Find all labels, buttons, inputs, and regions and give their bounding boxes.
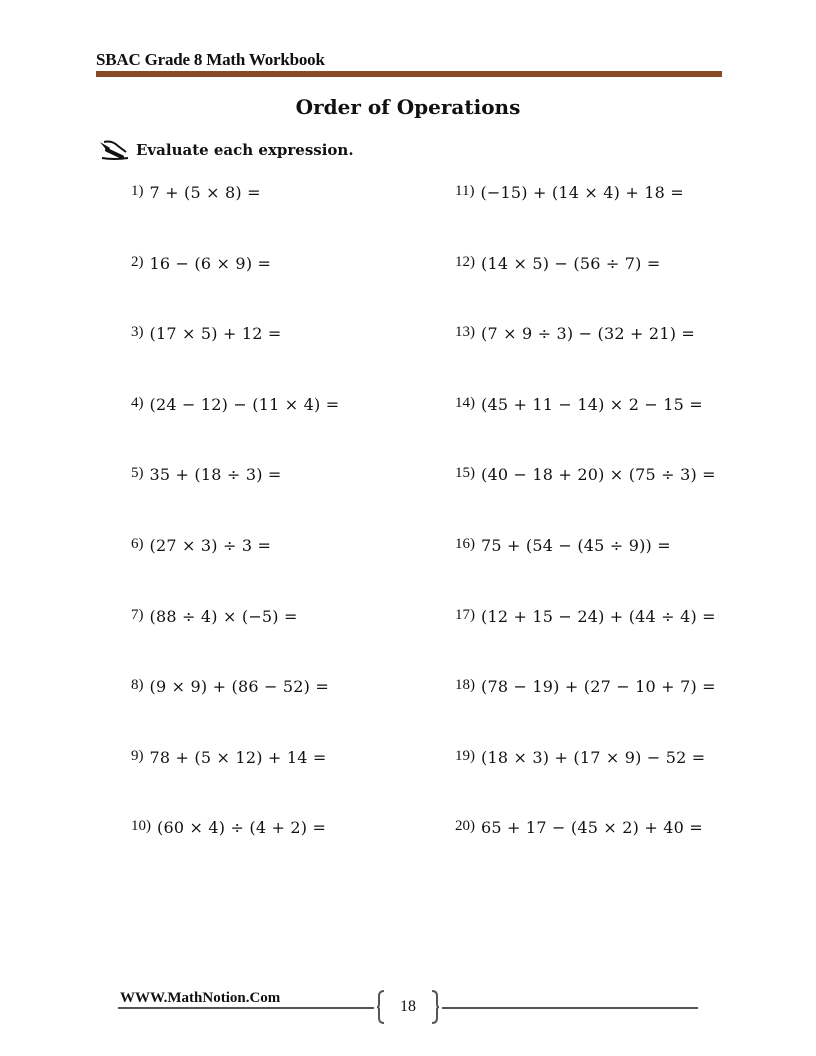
problem-15 — [455, 465, 716, 536]
problem-4 — [131, 395, 339, 466]
problem-16 — [455, 536, 716, 607]
workbook-title: SBAC Grade 8 Math Workbook — [96, 50, 325, 69]
problem-expression: (24 − 12) − (11 × 4) = — [149, 394, 340, 414]
header-rule — [96, 71, 722, 77]
problem-expression: 7 + (5 × 8) = — [149, 183, 261, 202]
problem-number: 11) — [455, 183, 475, 199]
problem-number: 9) — [131, 747, 144, 764]
problem-number: 17) — [455, 606, 475, 623]
problem-expression: (40 − 18 + 20) × (75 ÷ 3) = — [481, 465, 716, 485]
problem-number: 20) — [455, 818, 475, 835]
problem-5 — [131, 465, 339, 536]
problem-13 — [455, 324, 716, 395]
pencil-writing-icon — [98, 138, 130, 162]
right-brace-icon — [430, 990, 440, 1024]
problem-6 — [131, 536, 339, 607]
problem-number: 19) — [455, 747, 475, 764]
problem-2 — [131, 254, 339, 325]
problem-3 — [131, 324, 339, 395]
problem-7 — [131, 607, 339, 678]
problem-expression: (27 × 3) ÷ 3 = — [149, 535, 272, 555]
problem-expression: (14 × 5) − (56 ÷ 7) = — [481, 253, 661, 273]
problem-number: 13) — [455, 324, 475, 341]
footer-rule-right — [442, 1007, 698, 1009]
problem-number: 1) — [131, 183, 144, 199]
page-number: 18 — [400, 998, 416, 1015]
problem-expression: (88 ÷ 4) × (−5) = — [149, 606, 298, 626]
problem-9 — [131, 748, 339, 819]
problem-number: 15) — [455, 465, 475, 482]
problem-number: 6) — [131, 535, 144, 552]
problem-8 — [131, 677, 339, 748]
problem-expression: 65 + 17 − (45 × 2) + 40 = — [481, 818, 703, 838]
problem-number: 12) — [455, 253, 475, 270]
problem-number: 10) — [131, 818, 151, 835]
problems-right-column — [455, 183, 716, 889]
problem-number: 3) — [131, 324, 144, 341]
problem-expression: (17 × 5) + 12 = — [149, 324, 282, 344]
problem-number: 8) — [131, 677, 144, 694]
instruction — [98, 138, 354, 162]
problem-expression: 75 + (54 − (45 ÷ 9)) = — [481, 535, 671, 555]
page-title: Order of Operations — [295, 95, 521, 119]
problems-left-column — [131, 183, 339, 889]
problem-number: 14) — [455, 394, 475, 411]
footer-rule-left — [118, 1007, 374, 1009]
problem-expression: (−15) + (14 × 4) + 18 = — [480, 183, 684, 202]
problem-19 — [455, 748, 716, 819]
problem-10 — [131, 818, 339, 889]
problem-expression: (12 + 15 − 24) + (44 ÷ 4) = — [481, 606, 716, 626]
problem-number: 18) — [455, 677, 475, 694]
problem-number: 7) — [131, 606, 144, 623]
problem-20 — [455, 818, 716, 889]
problem-17 — [455, 607, 716, 678]
problem-number: 16) — [455, 535, 475, 552]
problem-expression: 35 + (18 ÷ 3) = — [149, 465, 282, 485]
problem-expression: (78 − 19) + (27 − 10 + 7) = — [481, 677, 716, 697]
problem-14 — [455, 395, 716, 466]
problem-expression: (9 × 9) + (86 − 52) = — [149, 677, 329, 697]
problem-number: 4) — [131, 394, 144, 411]
instruction-text: Evaluate each expression. — [136, 141, 354, 159]
problem-expression: (7 × 9 ÷ 3) − (32 + 21) = — [481, 324, 696, 344]
problem-expression: (45 + 11 − 14) × 2 − 15 = — [481, 394, 703, 414]
problem-1 — [131, 183, 339, 254]
problem-expression: (18 × 3) + (17 × 9) − 52 = — [481, 747, 706, 767]
problem-18 — [455, 677, 716, 748]
problem-number: 5) — [131, 465, 144, 482]
problem-number: 2) — [131, 253, 144, 270]
left-brace-icon — [376, 990, 386, 1024]
problem-11 — [455, 183, 716, 254]
problem-expression: 16 − (6 × 9) = — [149, 253, 272, 273]
problem-12 — [455, 254, 716, 325]
problem-expression: (60 × 4) ÷ (4 + 2) = — [157, 818, 327, 838]
footer-website: WWW.MathNotion.Com — [120, 990, 281, 1006]
problem-expression: 78 + (5 × 12) + 14 = — [149, 747, 327, 767]
